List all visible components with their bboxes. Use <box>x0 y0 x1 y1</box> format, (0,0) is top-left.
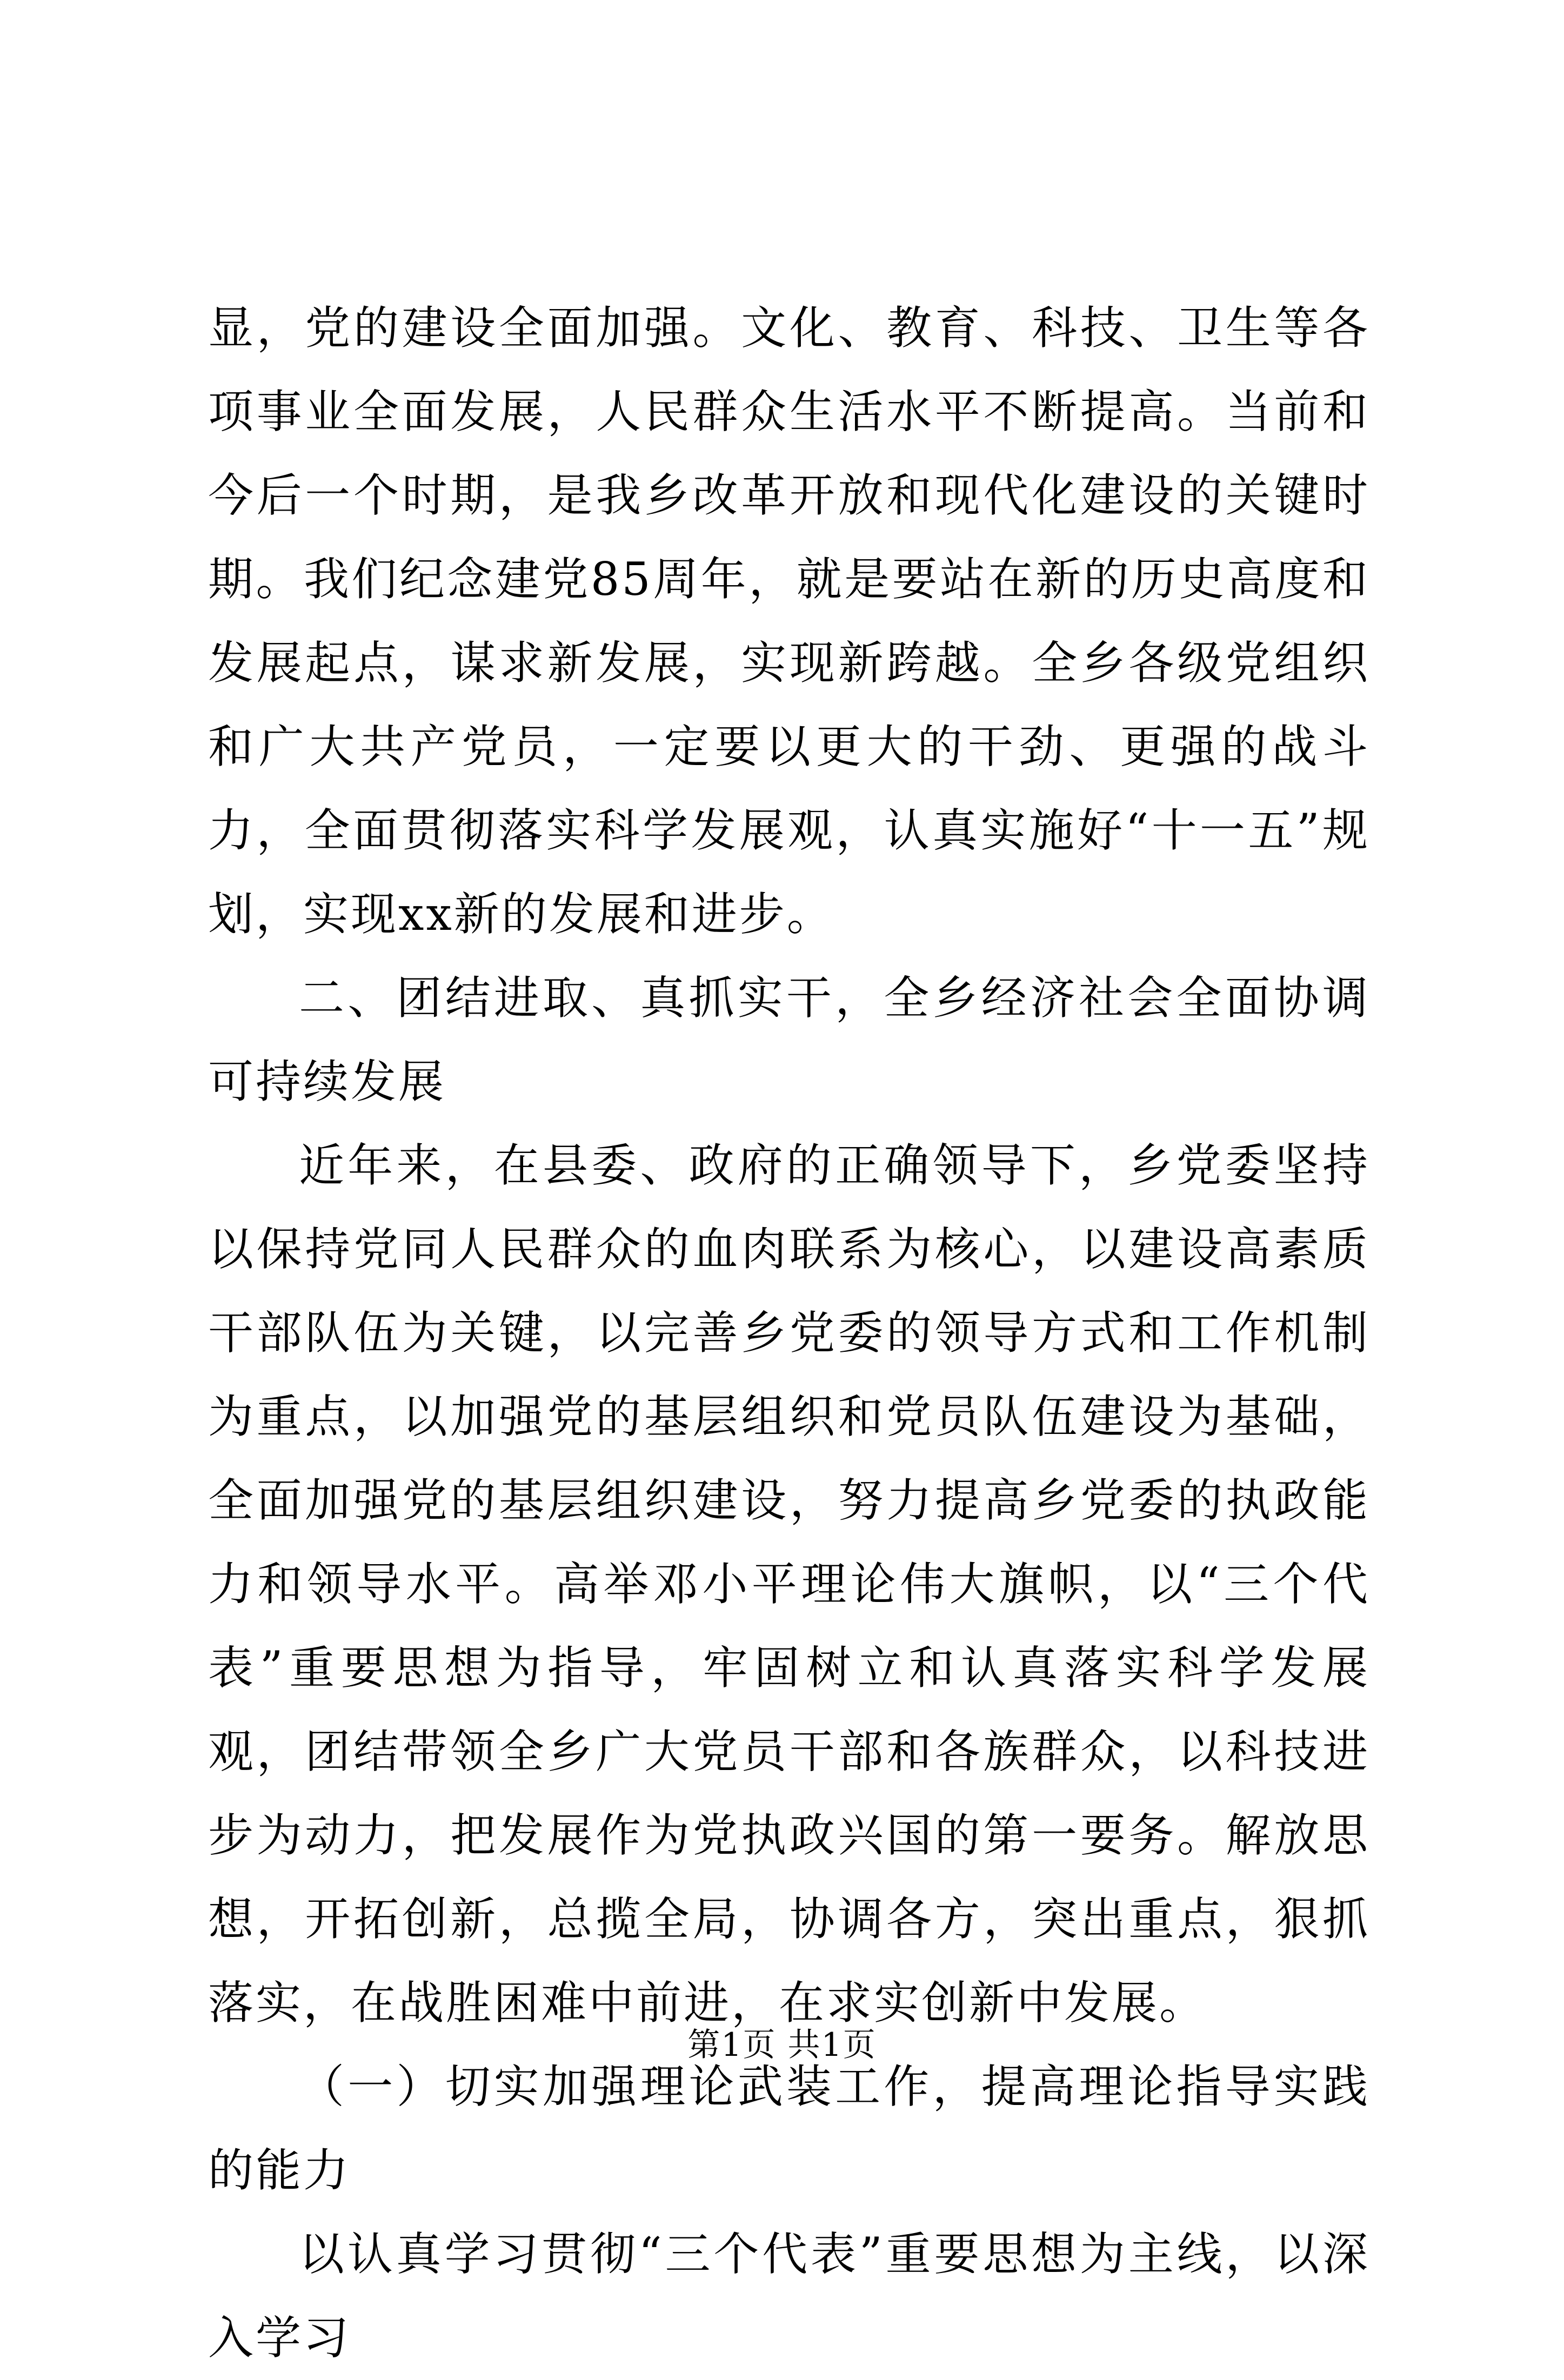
page-number-footer: 第1页 共1页 <box>687 2026 877 2064</box>
section-heading: 二、团结进取、真抓实干，全乡经济社会全面协调可持续发展 <box>208 971 1370 1108</box>
paragraph: 近年来，在县委、政府的正确领导下，乡党委坚持以保持党同人民群众的血肉联系为核心，以建设高素质干部队伍为关键，以完善乡党委的领导方式和工作机制为重点，以加强党的基层组织和党员队伍建设为基础，全面加强党的基层组织建设，努力提高乡党委的执政能力和领导水平。高举邓小平理论伟大旗帜，以“三个代表”重要思想为指导，牢固树立和认真落实科学发展观，团结带领全乡广大党员干部和各族群众，以科技进步为动力，把发展作为党执政兴国的第一要务。解放思想，开拓创新，总揽全局，协调各方，突出重点，狠抓落实，在战胜困难中前进，在求实创新中发展。 <box>208 1139 1370 2029</box>
subsection-heading: （一）切实加强理论武装工作，提高理论指导实践的能力 <box>208 2060 1370 2197</box>
paragraph-continuation: 显，党的建设全面加强。文化、教育、科技、卫生等各项事业全面发展，人民群众生活水平不断提高。当前和今后一个时期，是我乡改革开放和现代化建设的关键时期。我们纪念建党85周年，就是要站在新的历史高度和发展起点，谋求新发展，实现新跨越。全乡各级党组织和广大共产党员，一定要以更大的干劲、更强的战斗力，全面贯彻落实科学发展观，认真实施好“十一五”规划，实现xx新的发展和进步。 <box>208 301 1370 941</box>
paragraph: 以认真学习贯彻“三个代表”重要思想为主线，以深入学习 <box>208 2228 1370 2364</box>
